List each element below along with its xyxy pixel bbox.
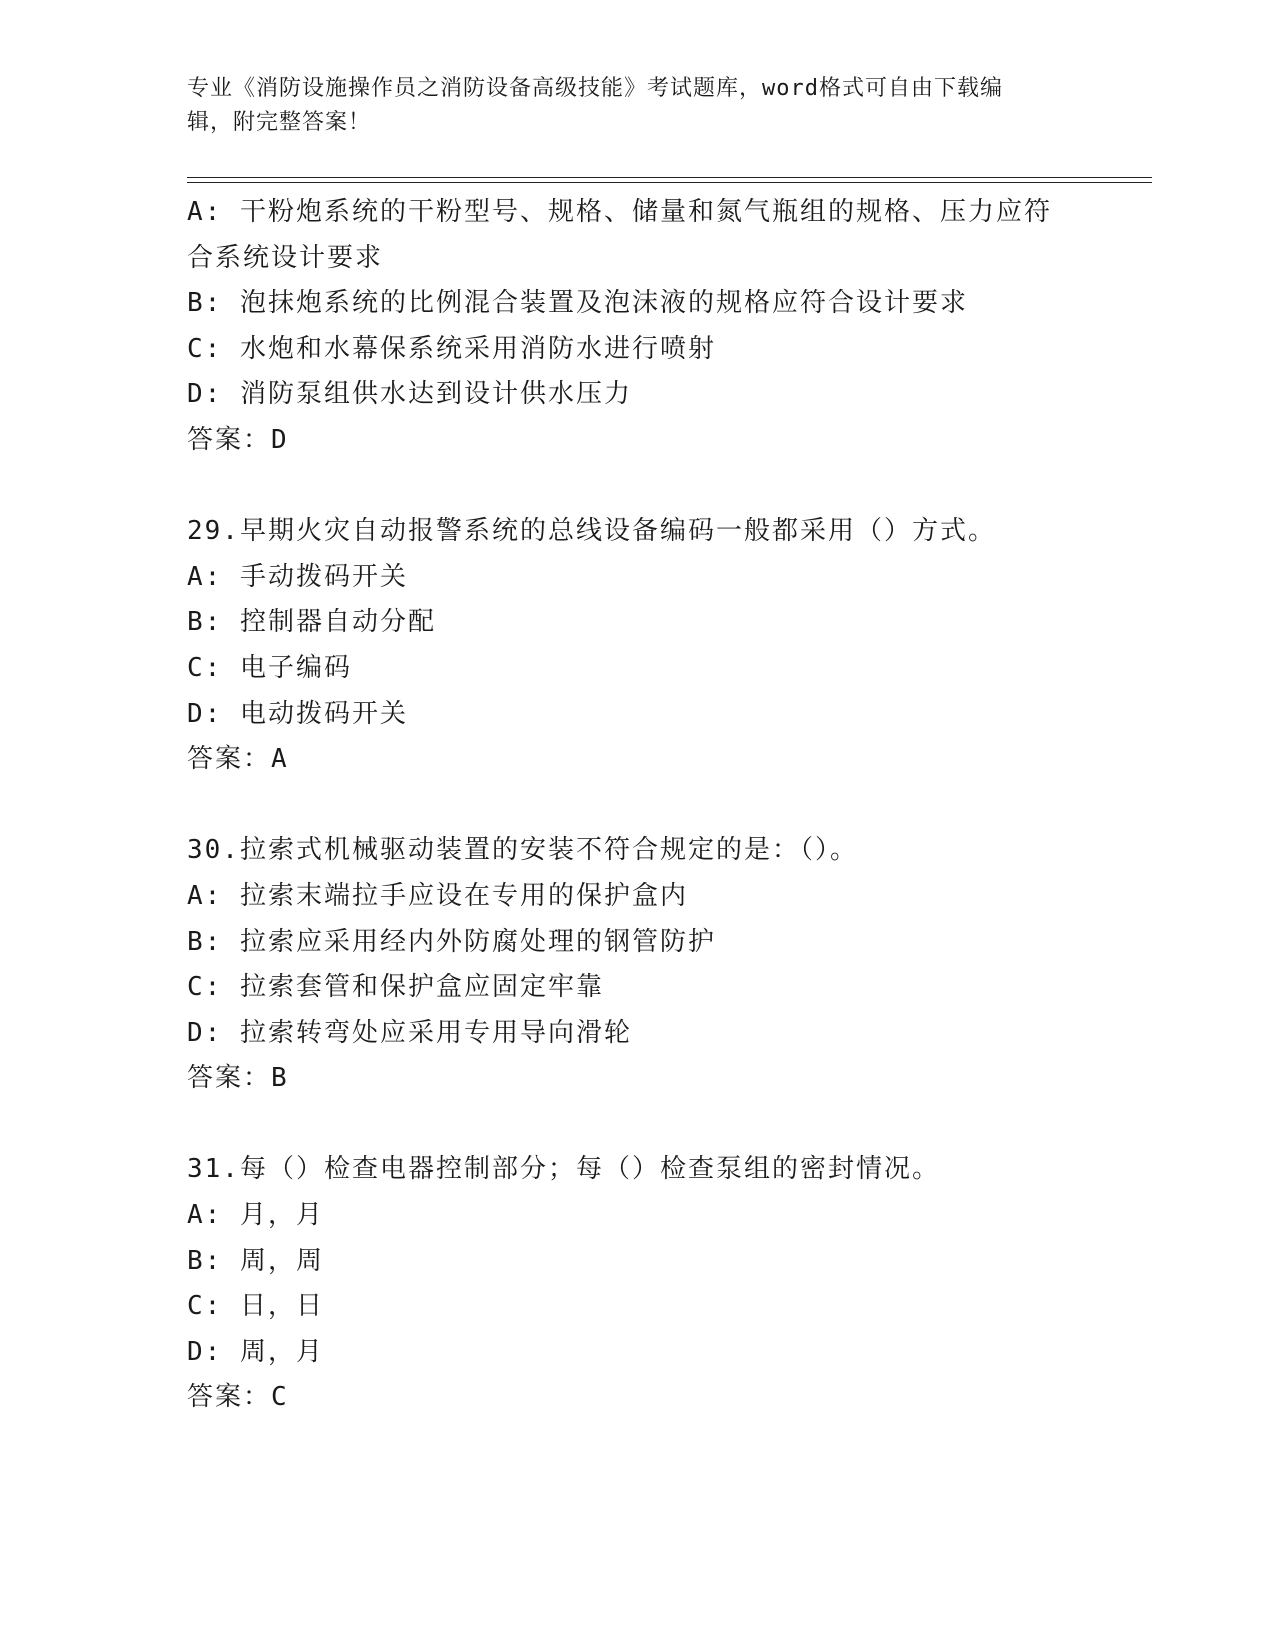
question-31 (187, 1147, 1087, 1421)
question-30 (187, 828, 1087, 1102)
option-d: D: 周，月 (187, 1336, 324, 1367)
header-line-2: 辑，附完整答案！ (187, 110, 372, 135)
option-c: C: 电子编码 (187, 652, 352, 683)
spacer (187, 464, 1087, 510)
option-b: B: 控制器自动分配 (187, 607, 436, 638)
answer: 答案：A (187, 744, 289, 775)
option-d: D: 电动拨码开关 (187, 698, 408, 729)
answer: 答案：B (187, 1063, 289, 1094)
option-c: C: 拉索套管和保护盒应固定牢靠 (187, 972, 604, 1003)
spacer (187, 783, 1087, 829)
option-a: A: 月，月 (187, 1200, 324, 1231)
option-a: A: 拉索末端拉手应设在专用的保护盒内 (187, 880, 688, 911)
option-c: C: 水炮和水幕保系统采用消防水进行喷射 (187, 333, 716, 364)
spacer (187, 1102, 1087, 1148)
option-a: A: 手动拨码开关 (187, 561, 408, 592)
document-header (187, 72, 1067, 140)
question-28 (187, 190, 1087, 464)
question-stem: 29.早期火灾自动报警系统的总线设备编码一般都采用（）方式。 (187, 516, 996, 547)
option-a-continued: 合系统设计要求 (187, 242, 384, 273)
option-a: A: 干粉炮系统的干粉型号、规格、储量和氮气瓶组的规格、压力应符 (187, 197, 1052, 227)
option-b: B: 拉索应采用经内外防腐处理的钢管防护 (187, 926, 716, 957)
option-b: B: 周，周 (187, 1245, 324, 1276)
question-list (187, 190, 1087, 1421)
answer: 答案：D (187, 424, 289, 455)
answer: 答案：C (187, 1382, 289, 1413)
option-b: B: 泡抹炮系统的比例混合装置及泡沫液的规格应符合设计要求 (187, 288, 968, 319)
option-c: C: 日，日 (187, 1291, 324, 1322)
header-divider-bottom (187, 182, 1152, 183)
question-stem: 31.每（）检查电器控制部分；每（）检查泵组的密封情况。 (187, 1154, 940, 1185)
header-divider-top (187, 177, 1152, 178)
question-stem: 30.拉索式机械驱动装置的安装不符合规定的是：（）。 (187, 835, 858, 866)
option-d: D: 消防泵组供水达到设计供水压力 (187, 379, 632, 410)
header-line-1: 专业《消防设施操作员之消防设备高级技能》考试题库，word格式可自由下载编 (187, 76, 1003, 101)
question-29 (187, 509, 1087, 783)
option-d: D: 拉索转弯处应采用专用导向滑轮 (187, 1017, 632, 1048)
